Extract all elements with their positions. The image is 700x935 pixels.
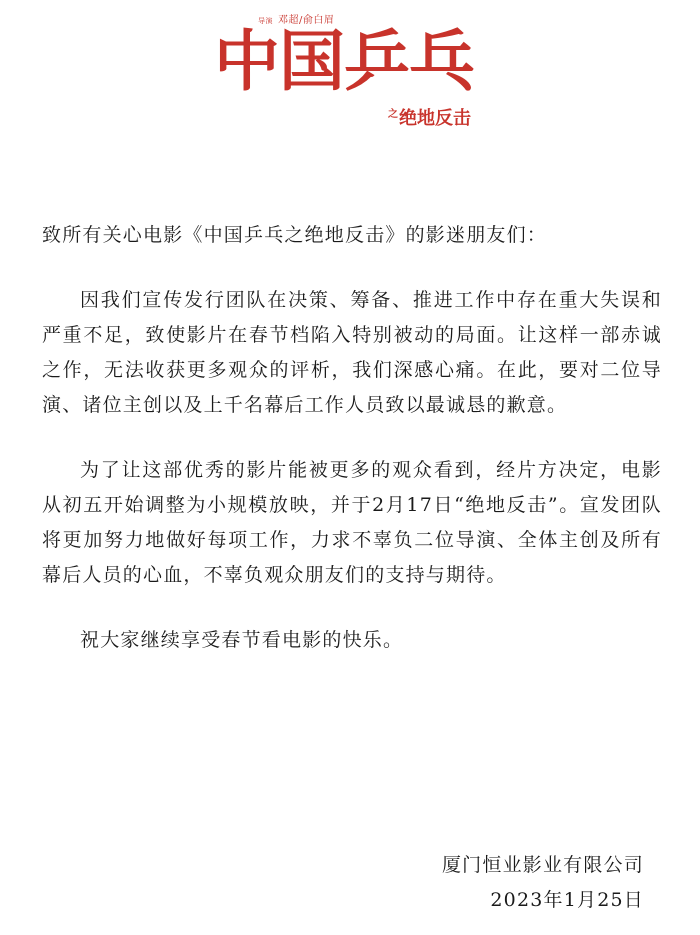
letter-date: 2023年1月25日 bbox=[490, 889, 644, 911]
company-name: 厦门恒业影业有限公司 bbox=[441, 854, 644, 876]
letter-salutation: 致所有关心电影《中国乒乓之绝地反击》的影迷朋友们： bbox=[42, 224, 548, 246]
poster-header bbox=[0, 0, 700, 140]
movie-logo-title: 中国乒乓 bbox=[214, 23, 474, 100]
directors-prefix: 导演 bbox=[258, 17, 273, 25]
subtitle-prefix: 之 bbox=[388, 109, 398, 120]
letter-paragraph-2: 为了让这部优秀的影片能被更多的观众看到，经片方决定，电影从初五开始调整为小规模放映，并于2月17日“绝地反击”。宣发团队将更加努力地做好每项工作，力求不辜负二位导演、全体主创及所有幕后人员的心血，不辜负观众朋友们的支持与期待。 bbox=[42, 459, 662, 586]
letter-closing: 祝大家继续享受春节看电影的快乐。 bbox=[80, 629, 404, 651]
directors-names: 邓超/俞白眉 bbox=[278, 15, 335, 26]
movie-logo-subtitle bbox=[388, 104, 471, 130]
subtitle-text: 绝地反击 bbox=[399, 108, 471, 129]
letter-signature bbox=[442, 848, 644, 918]
letter-body bbox=[42, 218, 662, 658]
letter-paragraph-1: 因我们宣传发行团队在决策、筹备、推进工作中存在重大失误和严重不足，致使影片在春节档陷入特别被动的局面。让这样一部赤诚之作，无法收获更多观众的评析，我们深感心痛。在此，要对二位导演、诸位主创以及上千名幕后工作人员致以最诚恳的歉意。 bbox=[42, 289, 662, 416]
